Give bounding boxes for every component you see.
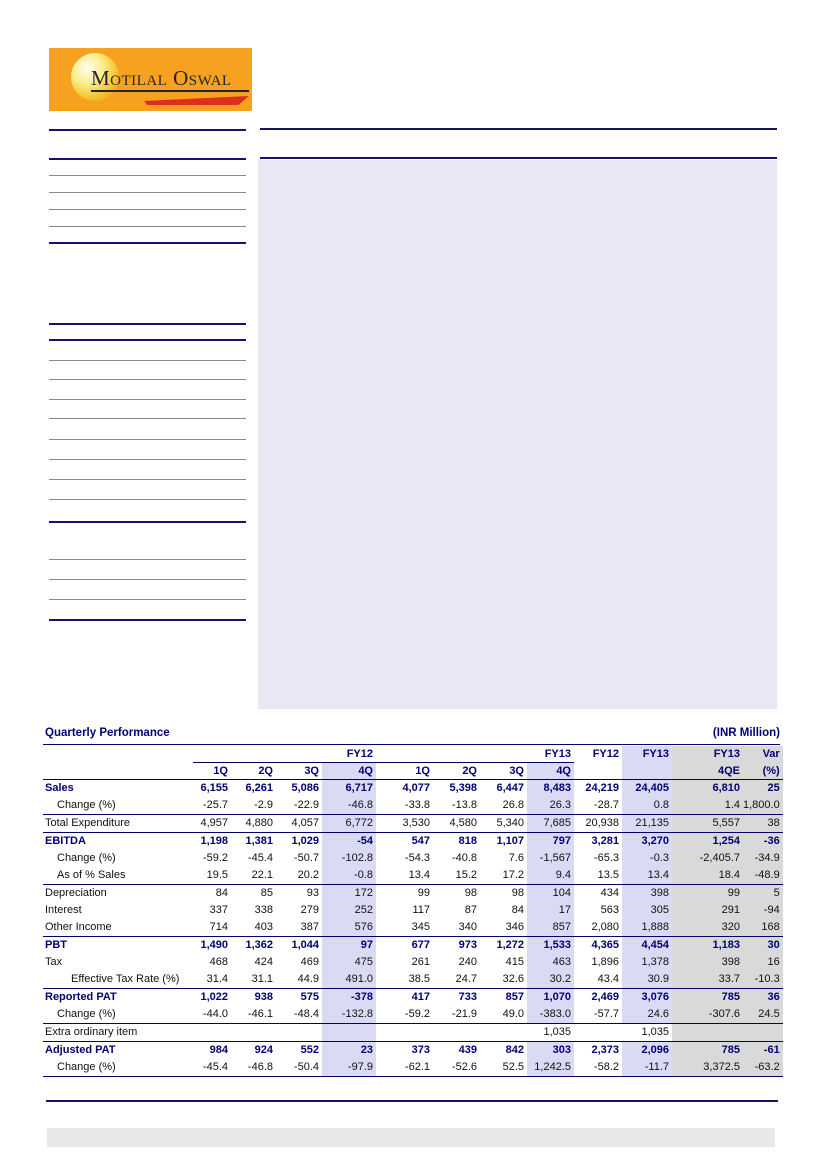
value-cell: -63.2: [743, 1059, 783, 1077]
horizontal-rule: [49, 175, 246, 176]
value-cell: 84: [193, 885, 231, 903]
header-cell: 3Q: [480, 763, 527, 780]
value-cell: 1,272: [480, 937, 527, 955]
row-label: Total Expenditure: [43, 815, 193, 833]
value-cell: 6,261: [245, 782, 273, 794]
value-cell: 4,454: [622, 937, 672, 955]
value-cell: [574, 1024, 622, 1042]
value-cell: 172: [322, 885, 376, 903]
horizontal-rule: [49, 579, 246, 580]
value-cell: -1,567: [527, 850, 574, 867]
value-cell: 31.1: [251, 973, 273, 985]
value-cell: -97.9: [322, 1059, 376, 1077]
value-cell: 6,155: [200, 782, 228, 794]
value-cell: 434: [574, 885, 622, 903]
value-cell: 20,938: [574, 815, 622, 833]
logo-swoosh: [144, 96, 249, 105]
row-label: Other Income: [45, 921, 112, 933]
value-cell: 291: [672, 902, 743, 919]
value-cell: -28.7: [593, 799, 619, 811]
value-cell: 2,373: [574, 1042, 622, 1060]
value-cell: 8,483: [527, 780, 574, 798]
value-cell: 24,219: [585, 782, 619, 794]
horizontal-rule: [49, 599, 246, 600]
value-cell: 18.4: [672, 867, 743, 885]
header-cell: 2Q: [433, 763, 480, 780]
header-cell: 2Q: [231, 763, 276, 780]
value-cell: 387: [300, 921, 319, 933]
value-cell: 2,080: [591, 921, 619, 933]
value-cell: -0.3: [622, 850, 672, 867]
value-cell: 26.3: [527, 797, 574, 815]
value-cell: 21,135: [622, 815, 672, 833]
value-cell: 24,405: [622, 780, 672, 798]
horizontal-rule: [49, 521, 246, 523]
value-cell: 733: [433, 989, 480, 1007]
row-label: Sales: [45, 782, 74, 794]
value-cell: 6,447: [496, 782, 524, 794]
value-cell: 1,035: [527, 1024, 574, 1042]
value-cell: 3,270: [622, 833, 672, 851]
value-cell: 13.4: [408, 869, 430, 881]
value-cell: 338: [254, 904, 273, 916]
chart-placeholder: [258, 160, 777, 709]
header-cell: FY13: [672, 746, 743, 763]
value-cell: -2,405.7: [672, 850, 743, 867]
value-cell: [480, 1024, 527, 1042]
value-cell: 1,381: [231, 833, 276, 851]
value-cell: 415: [505, 956, 524, 968]
value-cell: 1,888: [622, 919, 672, 937]
value-cell: -46.1: [247, 1008, 273, 1020]
value-cell: 87: [464, 904, 477, 916]
value-cell: 417: [376, 989, 433, 1007]
value-cell: -58.2: [574, 1059, 622, 1077]
row-label: Adjusted PAT: [43, 1042, 193, 1060]
value-cell: -48.4: [293, 1008, 319, 1020]
table-unit-label: (INR Million): [712, 727, 780, 739]
horizontal-rule: [49, 209, 246, 210]
value-cell: 9.4: [527, 867, 574, 885]
value-cell: 337: [209, 904, 228, 916]
horizontal-rule: [49, 399, 246, 400]
value-cell: 38.5: [408, 973, 430, 985]
value-cell: -50.7: [293, 852, 319, 864]
value-cell: 32.6: [502, 973, 524, 985]
value-cell: -52.6: [433, 1059, 480, 1077]
value-cell: 552: [276, 1042, 322, 1060]
value-cell: 117: [412, 904, 430, 916]
value-cell: 25: [743, 780, 783, 798]
quarterly-performance-table: [43, 746, 783, 1077]
value-cell: -59.2: [202, 852, 228, 864]
header-cell: FY13: [622, 746, 672, 763]
value-cell: [743, 1024, 783, 1042]
value-cell: 22.1: [251, 869, 273, 881]
value-cell: 24.5: [743, 1006, 783, 1024]
value-cell: 17: [527, 902, 574, 919]
value-cell: 439: [433, 1042, 480, 1060]
value-cell: -11.7: [622, 1059, 672, 1077]
value-cell: 1,800.0: [743, 797, 783, 815]
value-cell: 36: [743, 989, 783, 1007]
value-cell: 26.8: [502, 799, 524, 811]
value-cell: 1,533: [527, 937, 574, 955]
horizontal-rule: [260, 128, 777, 130]
value-cell: -10.3: [743, 971, 783, 989]
value-cell: 424: [254, 956, 273, 968]
header-cell: 4QE: [672, 763, 743, 780]
value-cell: [276, 1024, 322, 1042]
value-cell: 38: [743, 815, 783, 833]
value-cell: 320: [672, 919, 743, 937]
value-cell: 4,077: [402, 782, 430, 794]
value-cell: -62.1: [376, 1059, 433, 1077]
horizontal-rule: [49, 226, 246, 227]
value-cell: -46.8: [231, 1059, 276, 1077]
horizontal-rule: [49, 619, 246, 621]
value-cell: 279: [300, 904, 319, 916]
value-cell: -34.9: [743, 850, 783, 867]
value-cell: 1,362: [231, 937, 276, 955]
value-cell: 305: [622, 902, 672, 919]
row-label: Reported PAT: [43, 989, 193, 1007]
value-cell: 44.9: [297, 973, 319, 985]
value-cell: 15.2: [455, 869, 477, 881]
value-cell: 785: [672, 1042, 743, 1060]
header-cell: 1Q: [193, 763, 231, 780]
value-cell: [672, 1024, 743, 1042]
value-cell: -57.7: [593, 1008, 619, 1020]
value-cell: 7.6: [508, 852, 524, 864]
row-label: EBITDA: [43, 833, 193, 851]
value-cell: 1,107: [480, 833, 527, 851]
value-cell: -36: [743, 833, 783, 851]
value-cell: 1,490: [193, 937, 231, 955]
header-cell: 4Q: [322, 763, 376, 780]
value-cell: 973: [433, 937, 480, 955]
value-cell: 818: [433, 833, 480, 851]
value-cell: -54.3: [404, 852, 430, 864]
value-cell: 17.2: [502, 869, 524, 881]
value-cell: 1,029: [276, 833, 322, 851]
row-label: PBT: [43, 937, 193, 955]
value-cell: 1,183: [672, 937, 743, 955]
value-cell: 5,340: [480, 815, 527, 833]
value-cell: 1,242.5: [527, 1059, 574, 1077]
header-cell: 3Q: [276, 763, 322, 780]
value-cell: -21.9: [451, 1008, 477, 1020]
value-cell: 984: [193, 1042, 231, 1060]
value-cell: -44.0: [202, 1008, 228, 1020]
value-cell: 1,198: [193, 833, 231, 851]
row-label: Change (%): [57, 1008, 116, 1020]
value-cell: 398: [622, 885, 672, 903]
horizontal-rule: [49, 379, 246, 380]
value-cell: 345: [411, 921, 430, 933]
header-cell: 1Q: [376, 763, 433, 780]
row-label: Effective Tax Rate (%): [71, 973, 180, 985]
value-cell: 99: [672, 885, 743, 903]
value-cell: 3,372.5: [672, 1059, 743, 1077]
row-label: Interest: [45, 904, 82, 916]
value-cell: -33.8: [404, 799, 430, 811]
value-cell: 3,076: [622, 989, 672, 1007]
value-cell: 3,530: [376, 815, 433, 833]
value-cell: 0.8: [622, 797, 672, 815]
value-cell: -65.3: [593, 852, 619, 864]
value-cell: 677: [376, 937, 433, 955]
horizontal-rule: [49, 499, 246, 500]
value-cell: 576: [322, 919, 376, 937]
value-cell: 303: [527, 1042, 574, 1060]
value-cell: -307.6: [672, 1006, 743, 1024]
value-cell: 168: [743, 919, 783, 937]
row-label: As of % Sales: [57, 869, 126, 881]
value-cell: 1.4: [672, 797, 743, 815]
value-cell: 23: [322, 1042, 376, 1060]
value-cell: 1,896: [591, 956, 619, 968]
value-cell: 4,057: [276, 815, 322, 833]
value-cell: 16: [743, 954, 783, 971]
value-cell: 403: [254, 921, 273, 933]
horizontal-rule: [49, 459, 246, 460]
value-cell: 857: [480, 989, 527, 1007]
value-cell: 469: [300, 956, 319, 968]
value-cell: 4,365: [574, 937, 622, 955]
value-cell: 1,022: [193, 989, 231, 1007]
value-cell: [231, 1024, 276, 1042]
value-cell: 85: [231, 885, 276, 903]
value-cell: 49.0: [502, 1008, 524, 1020]
value-cell: 5: [743, 885, 783, 903]
value-cell: -383.0: [527, 1006, 574, 1024]
value-cell: -94: [743, 902, 783, 919]
value-cell: 6,810: [672, 780, 743, 798]
horizontal-rule: [49, 339, 246, 341]
value-cell: -46.8: [322, 797, 376, 815]
value-cell: -61: [743, 1042, 783, 1060]
title-rule: [43, 744, 780, 745]
table-title: Quarterly Performance: [45, 727, 170, 739]
value-cell: -0.8: [322, 867, 376, 885]
footer-bar: [47, 1128, 775, 1147]
horizontal-rule: [49, 323, 246, 325]
brand-logo: [49, 48, 252, 111]
value-cell: 43.4: [597, 973, 619, 985]
value-cell: 1,070: [527, 989, 574, 1007]
value-cell: 19.5: [206, 869, 228, 881]
header-cell: FY12: [592, 748, 619, 761]
value-cell: 104: [527, 885, 574, 903]
value-cell: 373: [376, 1042, 433, 1060]
value-cell: 84: [511, 904, 524, 916]
header-cell: (%): [743, 763, 783, 780]
value-cell: 30: [743, 937, 783, 955]
value-cell: 4,957: [193, 815, 231, 833]
value-cell: 4,880: [231, 815, 276, 833]
value-cell: 93: [276, 885, 322, 903]
value-cell: -22.9: [293, 799, 319, 811]
value-cell: [376, 1024, 433, 1042]
value-cell: 463: [527, 954, 574, 971]
value-cell: 52.5: [480, 1059, 527, 1077]
value-cell: 340: [458, 921, 477, 933]
header-cell: Var: [743, 746, 783, 763]
value-cell: 24.7: [455, 973, 477, 985]
logo-wordmark: Motilal Oswal: [91, 68, 249, 92]
value-cell: 7,685: [527, 815, 574, 833]
row-label: Tax: [45, 956, 63, 968]
value-cell: 99: [376, 885, 433, 903]
value-cell: 938: [231, 989, 276, 1007]
value-cell: -59.2: [404, 1008, 430, 1020]
value-cell: 475: [322, 954, 376, 971]
header-cell: [574, 763, 622, 780]
value-cell: 714: [209, 921, 228, 933]
horizontal-rule: [49, 158, 246, 160]
value-cell: 924: [231, 1042, 276, 1060]
horizontal-rule: [49, 129, 246, 131]
value-cell: 575: [276, 989, 322, 1007]
value-cell: 4,580: [433, 815, 480, 833]
row-label: Change (%): [43, 1059, 193, 1077]
value-cell: -48.9: [743, 867, 783, 885]
value-cell: 5,086: [291, 782, 319, 794]
value-cell: -2.9: [254, 799, 273, 811]
value-cell: 797: [527, 833, 574, 851]
header-cell: FY12: [193, 746, 376, 763]
value-cell: 1,044: [276, 937, 322, 955]
value-cell: 261: [411, 956, 430, 968]
header-cell: FY13: [376, 746, 574, 763]
value-cell: 1,254: [672, 833, 743, 851]
value-cell: 5,398: [449, 782, 477, 794]
row-label: Change (%): [57, 799, 116, 811]
value-cell: 2,096: [622, 1042, 672, 1060]
value-cell: 24.6: [622, 1006, 672, 1024]
value-cell: 20.2: [297, 869, 319, 881]
value-cell: -13.8: [451, 799, 477, 811]
header-cell: [622, 763, 672, 780]
row-label: Depreciation: [43, 885, 193, 903]
value-cell: 13.4: [622, 867, 672, 885]
value-cell: 97: [322, 937, 376, 955]
value-cell: -102.8: [322, 850, 376, 867]
horizontal-rule: [260, 157, 777, 159]
value-cell: 3,281: [574, 833, 622, 851]
value-cell: 491.0: [322, 971, 376, 989]
value-cell: 30.9: [622, 971, 672, 989]
value-cell: 240: [458, 956, 477, 968]
value-cell: [322, 1024, 376, 1042]
value-cell: 5,557: [672, 815, 743, 833]
value-cell: [433, 1024, 480, 1042]
value-cell: 1,035: [622, 1024, 672, 1042]
value-cell: 13.5: [597, 869, 619, 881]
value-cell: -50.4: [276, 1059, 322, 1077]
value-cell: -378: [322, 989, 376, 1007]
value-cell: 6,772: [322, 815, 376, 833]
horizontal-rule: [49, 360, 246, 361]
value-cell: -40.8: [451, 852, 477, 864]
horizontal-rule: [49, 439, 246, 440]
value-cell: 6,717: [322, 780, 376, 798]
value-cell: 98: [480, 885, 527, 903]
footer-rule: [46, 1100, 778, 1102]
value-cell: 398: [672, 954, 743, 971]
value-cell: -45.4: [193, 1059, 231, 1077]
header-cell: 4Q: [527, 763, 574, 780]
row-label: Change (%): [57, 852, 116, 864]
horizontal-rule: [49, 418, 246, 419]
horizontal-rule: [49, 242, 246, 244]
value-cell: [193, 1024, 231, 1042]
value-cell: 31.4: [206, 973, 228, 985]
horizontal-rule: [49, 192, 246, 193]
value-cell: -54: [322, 833, 376, 851]
value-cell: 33.7: [672, 971, 743, 989]
value-cell: 842: [480, 1042, 527, 1060]
value-cell: -132.8: [322, 1006, 376, 1024]
value-cell: 857: [527, 919, 574, 937]
value-cell: 547: [376, 833, 433, 851]
row-label: Extra ordinary item: [43, 1024, 193, 1042]
header-cell: [43, 746, 193, 763]
value-cell: -25.7: [202, 799, 228, 811]
header-cell: [43, 763, 193, 780]
value-cell: 468: [209, 956, 228, 968]
value-cell: 1,378: [622, 954, 672, 971]
value-cell: 346: [505, 921, 524, 933]
horizontal-rule: [49, 559, 246, 560]
value-cell: 30.2: [527, 971, 574, 989]
horizontal-rule: [49, 479, 246, 480]
value-cell: 252: [322, 902, 376, 919]
value-cell: 98: [433, 885, 480, 903]
value-cell: -45.4: [247, 852, 273, 864]
value-cell: 563: [600, 904, 619, 916]
value-cell: 785: [672, 989, 743, 1007]
value-cell: 2,469: [574, 989, 622, 1007]
